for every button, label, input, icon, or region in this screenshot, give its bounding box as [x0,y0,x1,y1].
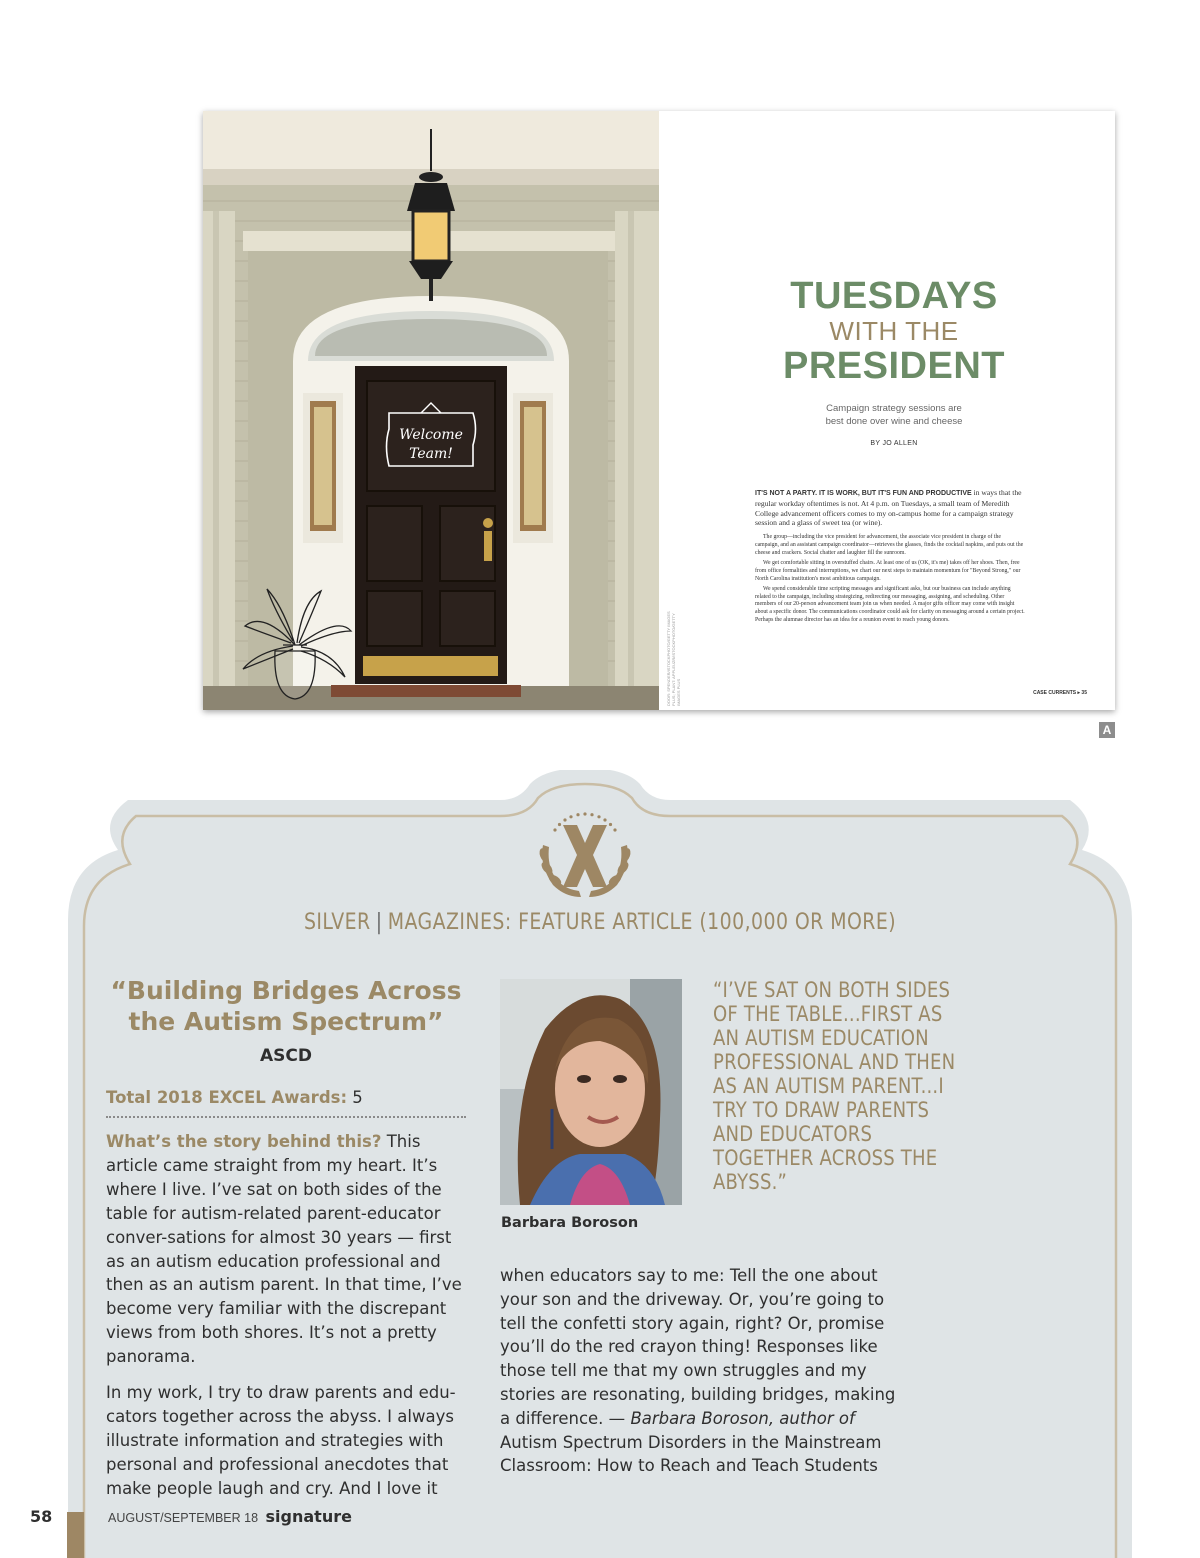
lede-paragraph [755,488,1025,528]
issue-date: AUGUST/SEPTEMBER 18 [108,1511,259,1525]
lede-caps: IT'S NOT A PARTY. IT IS WORK, BUT IT'S FUN AND PRODUCTIVE [755,490,972,497]
story-answer-1: This article came straight from my heart. It’s where I live. I’ve sat on both sides of the table for autism-related parent-educator conver-sations for almost 30 years — first as an autism education professional and then as an autism parent. In that time, I’ve become very familiar with the discrepant views from both shores. It’s not a pretty panorama. [106,1132,462,1367]
sign-text-line1: Welcome [399,427,463,443]
entry-label-badge: A [1099,722,1115,738]
spread-folio: CASE CURRENTS ▸ 35 [1033,690,1087,696]
article-page [659,111,1115,710]
award-category [84,910,1116,935]
entry-right-column [500,1264,900,1478]
continued-text: when educators say to me: Tell the one about your son and the driveway. Or, you’re going to tell the confetti story again, right? Or, promise you’ll do the red crayon thing! Responses like those tell me that my own struggles and my stories are resonating, building bridges, making a difference. — [500,1266,896,1428]
headline-tuesdays: TUESDAYS [790,275,998,317]
book-title: Autism Spectrum Disorders in the Mainstream Classroom: How to Reach and Teach Students [500,1432,882,1476]
magazine-name: signature [265,1507,352,1526]
body-paragraph-1: The group—including the vice president for advancement, the associate vice president in charge of the campaign, and an assistant campaign coordinator—retrieves the glasses, finds the cocktail napkins, and puts out the cheese and crackers. Social chatter and laughter fill the sunroom. [755,534,1024,556]
author-portrait [500,979,682,1205]
lede-text: in ways that the regular workday oftentimes is not. At 4 p.m. on Tuesdays, a small team of Meredith College advancement officers comes to my on-campus home for a campaign strategy session and a glass of sweet tea (or wine). [755,488,1022,528]
magazine-spread [203,111,1115,710]
story-question: What’s the story behind this? [106,1132,382,1151]
page-number: 58 [30,1507,53,1526]
footer-issue-line [108,1507,352,1526]
body-paragraph-2: We get comfortable sitting in overstuffed chairs. At least one of us (OK, it's me) takes off her shoes. Then, free from office formalities and interruptions, we chart our next steps to maintain momentum for "Beyond Strong," our North Carolina institution's most ambitious campaign. [755,559,1021,582]
byline: BY JO ALLEN [870,440,918,447]
excel-award-emblem [535,805,635,905]
deck-line-2: best done over wine and cheese [825,416,963,427]
total-awards-label: Total 2018 EXCEL Awards: [106,1088,348,1107]
award-category-name: MAGAZINES: FEATURE ARTICLE (100,000 OR MORE) [387,910,897,935]
photo-credit: DOOR: SPENDER/ISTOCKPHOTO/GETTY IMAGES PLUS; PLANT: APPLEUZR/ISTOCKPHOTO/GETTY IMAGES PLUS [666,611,681,706]
entry-left-column [106,975,466,1501]
headline-with-the: WITH THE [829,316,959,346]
article-headline [659,276,1129,386]
deck-line-1: Campaign strategy sessions are [826,403,962,414]
total-awards [106,1088,466,1118]
pull-quote: “I’VE SAT ON BOTH SIDES OF THE TABLE...FIRST AS AN AUTISM EDUCATION PROFESSIONAL AND THEN AS AN AUTISM PARENT...I TRY TO DRAW PARENTS AND EDUCATORS TOGETHER ACROSS THE ABYSS.” [713,978,956,1194]
footer-accent-bar [67,1512,84,1558]
front-door-photo [203,111,659,710]
sign-text-line2: Team! [409,446,453,462]
attribution: Barbara Boroson, author of [630,1408,855,1428]
article-deck [659,402,1129,428]
headline-president: PRESIDENT [783,345,1005,387]
portrait-caption: Barbara Boroson [501,1215,639,1231]
story-paragraph-2: In my work, I try to draw parents and edu-cators together across the abyss. I always illustrate information and strategies with personal and professional anecdotes that make people laugh and cry. And I love it [106,1383,456,1498]
entry-organization: ASCD [260,1046,312,1066]
award-level: SILVER [303,910,371,935]
total-awards-value: 5 [352,1088,363,1107]
story-paragraph-1 [106,1130,466,1369]
article-body [755,488,1025,625]
body-paragraph-3: We spend considerable time scripting messages and significant asks, but our business can include anything related to the campaign, including strategizing, redirecting our messaging, assigning, and scheduling. Other members of our 20-person advancement team join us when needed. A major gifts officer may come with insight about a specific donor. The communications coordinator could ask for clarity on messaging around a certain project. Perhaps the alumnae director has an idea for a reunion event to reach young donors. [755,585,1025,624]
category-separator: | [375,910,383,935]
entry-title: “Building Bridges Across the Autism Spectrum” [110,976,462,1036]
